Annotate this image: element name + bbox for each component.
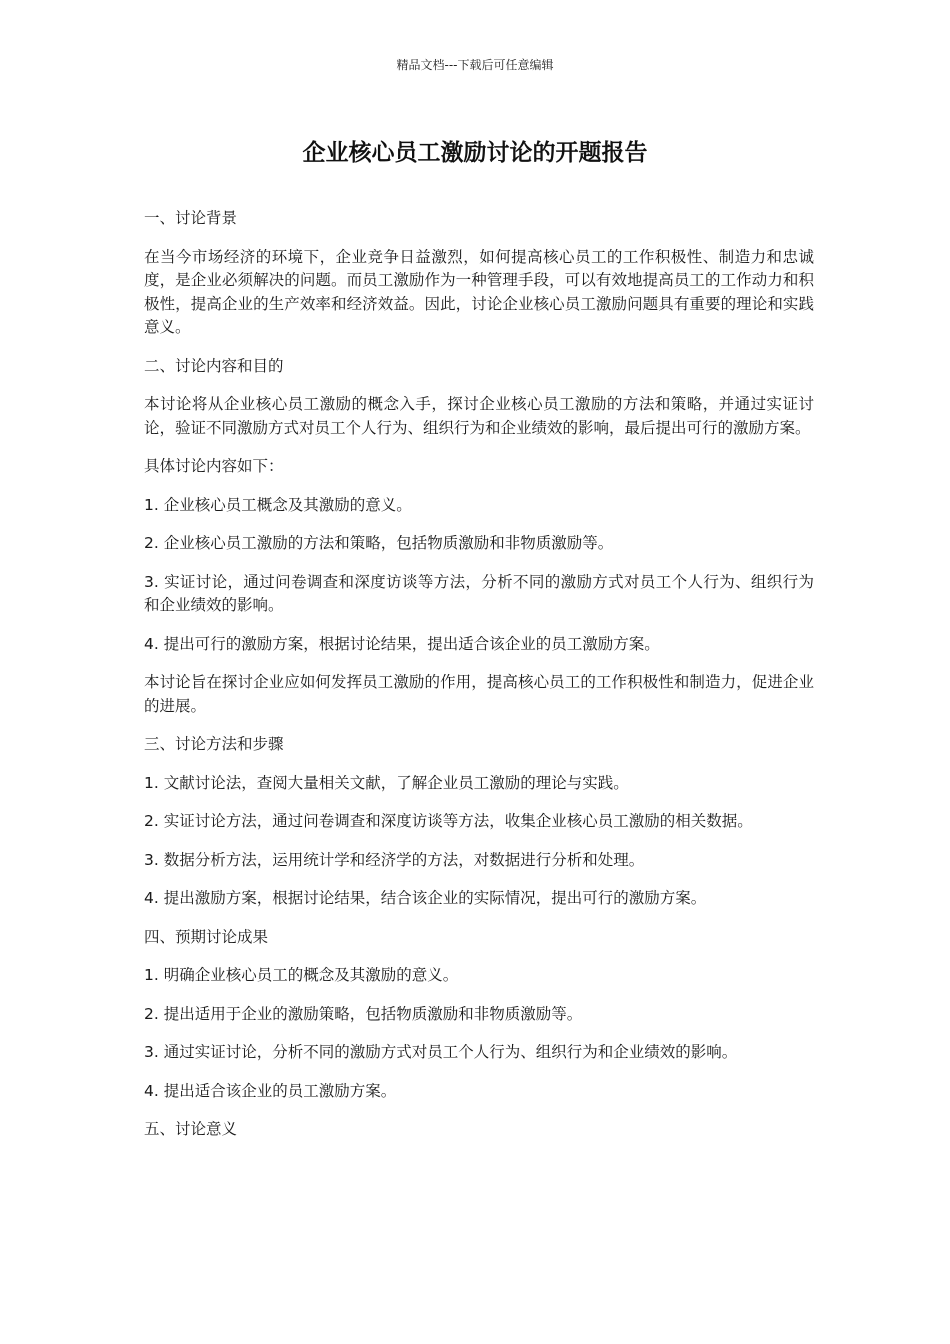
list-item: 2. 提出适用于企业的激励策略，包括物质激励和非物质激励等。 [144, 1004, 583, 1023]
document-body [144, 207, 814, 1157]
paragraph-background: 在当今市场经济的环境下，企业竞争日益激烈，如何提高核心员工的工作积极性、制造力和忠诚度，是企业必须解决的问题。而员工激励作为一种管理手段，可以有效地提高员工的工作动力和积极性，提高企业的生产效率和经济效益。因此，讨论企业核心员工激励问题具有重要的理论和实践意义。 [144, 247, 814, 336]
section-heading-background: 一、讨论背景 [144, 209, 238, 227]
list-item: 4. 提出可行的激励方案，根据讨论结果，提出适合该企业的员工激励方案。 [144, 634, 660, 653]
section-heading-outcomes: 四、预期讨论成果 [144, 927, 269, 946]
list-item: 2. 企业核心员工激励的方法和策略，包括物质激励和非物质激励等。 [144, 534, 614, 552]
list-item: 4. 提出激励方案，根据讨论结果，结合该企业的实际情况，提出可行的激励方案。 [144, 889, 707, 907]
list-item: 1. 文献讨论法，查阅大量相关文献，了解企业员工激励的理论与实践。 [144, 773, 629, 792]
list-item: 3. 数据分析方法，运用统计学和经济学的方法，对数据进行分析和处理。 [144, 850, 645, 869]
section-heading-methods: 三、讨论方法和步骤 [144, 735, 284, 753]
paragraph-content-list-intro: 具体讨论内容如下： [144, 457, 284, 475]
document-title: 企业核心员工激励讨论的开题报告 [302, 140, 648, 166]
paragraph-content-intro: 本讨论将从企业核心员工激励的概念入手，探讨企业核心员工激励的方法和策略，并通过实证讨论，验证不同激励方式对员工个人行为、组织行为和企业绩效的影响，最后提出可行的激励方案。 [144, 395, 814, 437]
list-item: 3. 通过实证讨论，分析不同的激励方式对员工个人行为、组织行为和企业绩效的影响。 [144, 1043, 738, 1061]
paragraph-content-aim: 本讨论旨在探讨企业应如何发挥员工激励的作用，提高核心员工的工作积极性和制造力，促进企业的进展。 [144, 673, 814, 715]
list-item: 1. 明确企业核心员工的概念及其激励的意义。 [144, 966, 459, 984]
list-item: 1. 企业核心员工概念及其激励的意义。 [144, 495, 412, 514]
section-heading-significance: 五、讨论意义 [144, 1120, 238, 1138]
header-note: 精品文档---下载后可任意编辑 [396, 58, 554, 72]
list-item: 3. 实证讨论，通过问卷调查和深度访谈等方法，分析不同的激励方式对员工个人行为、组织行为和企业绩效的影响。 [144, 572, 814, 614]
list-item: 2. 实证讨论方法，通过问卷调查和深度访谈等方法，收集企业核心员工激励的相关数据。 [144, 812, 753, 830]
list-item: 4. 提出适合该企业的员工激励方案。 [144, 1081, 397, 1100]
section-heading-content: 二、讨论内容和目的 [144, 356, 284, 375]
